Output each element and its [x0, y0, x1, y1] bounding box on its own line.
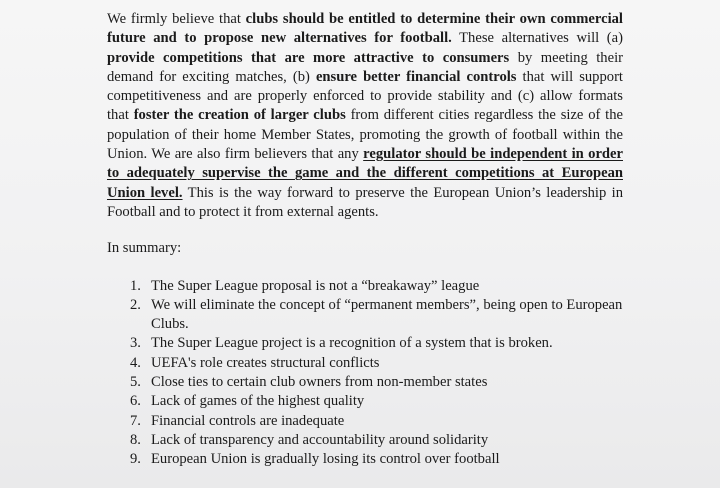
paragraph-bold-text: provide competitions that are more attractive to consumers [107, 49, 510, 66]
list-item-number: 5. [130, 374, 141, 391]
list-item [107, 277, 623, 296]
list-item-number: 6. [130, 393, 141, 410]
list-item-number: 2. [130, 296, 141, 313]
paragraph-bold-text: ensure better financial controls [315, 68, 517, 85]
list-item-text: Close ties to certain club owners from non-member states [151, 374, 488, 391]
list-item [107, 412, 623, 431]
document-body [107, 10, 623, 470]
paragraph-text: These alternatives will (a) [451, 30, 623, 47]
summary-list [107, 277, 623, 470]
list-item-text: Financial controls are inadequate [151, 412, 345, 429]
list-item-number: 3. [130, 335, 141, 352]
list-item-number: 1. [130, 277, 141, 294]
paragraph-text: from different cities regardless the size of the population of their home Member States, promoting the growth of football within the Union. We are also firm believers that any [107, 107, 623, 163]
paragraph-text: that will support competitiveness and are properly enforced to provide stability and (c) allow formats that [107, 68, 623, 124]
list-item [107, 450, 623, 469]
paragraph-text: by meeting their demand for exciting matches, (b) [107, 49, 623, 85]
list-item [107, 354, 623, 373]
paragraph-bold-text: clubs should be entitled to determine their own commercial future and to propose new alternatives for football. [107, 11, 623, 47]
list-item-text: Lack of games of the highest quality [151, 393, 365, 410]
paragraph-text: We firmly believe that [107, 11, 246, 27]
paragraph-text: This is the way forward to preserve the European Union’s leadership in Football and to protect it from external agents. [107, 184, 624, 220]
summary-heading: In summary: [107, 240, 182, 257]
list-item-text: The Super League project is a recognition of a system that is broken. [151, 335, 553, 352]
list-item [107, 296, 623, 335]
list-item [107, 373, 623, 392]
underlined-text: regulator should be independent in order to adequately supervise the game and the different competitions at European Union level. [107, 146, 623, 201]
list-item-text: The Super League proposal is not a “breakaway” league [151, 277, 480, 294]
main-paragraph [107, 10, 623, 222]
paragraph-bold-text: foster the creation of larger clubs [133, 107, 346, 124]
list-item [107, 334, 623, 353]
list-item [107, 431, 623, 450]
list-item-text: We will eliminate the concept of “permanent members”, being open to European Clubs. [151, 296, 623, 333]
list-item-number: 7. [130, 412, 141, 429]
list-item-number: 4. [130, 354, 141, 371]
list-item-number: 9. [130, 451, 141, 468]
list-item-number: 8. [130, 431, 141, 448]
list-item [107, 392, 623, 411]
list-item-text: Lack of transparency and accountability around solidarity [151, 431, 489, 448]
list-item-text: UEFA's role creates structural conflicts [151, 354, 380, 371]
list-item-text: European Union is gradually losing its control over football [151, 451, 500, 468]
